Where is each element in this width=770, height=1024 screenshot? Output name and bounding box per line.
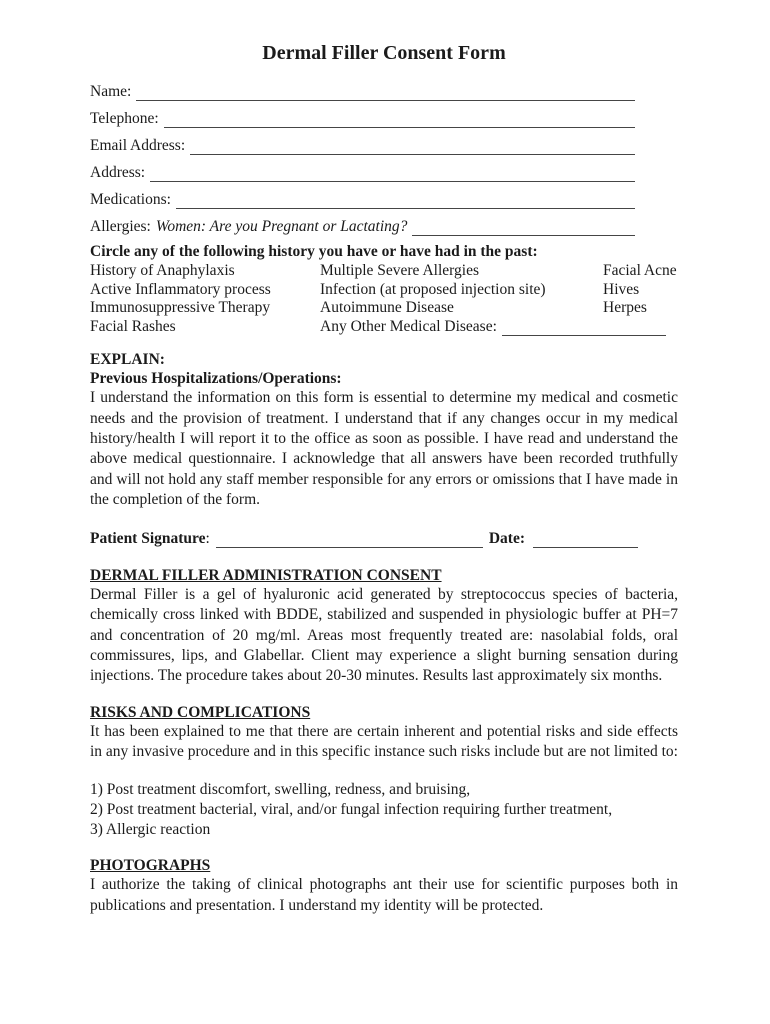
- risk-item-1: 1) Post treatment discomfort, swelling, redness, and bruising,: [90, 781, 471, 799]
- history-option[interactable]: Herpes: [603, 299, 647, 317]
- explain-heading: EXPLAIN:: [90, 351, 165, 369]
- name-label: Name:: [90, 83, 132, 100]
- history-option[interactable]: Multiple Severe Allergies: [320, 262, 479, 279]
- signature-row: [90, 522, 678, 548]
- address-line[interactable]: [150, 164, 635, 182]
- date-label: Date:: [488, 530, 525, 548]
- patient-signature-colon: :: [205, 530, 210, 548]
- history-heading: Circle any of the following history you have or have had in the past:: [90, 243, 538, 260]
- telephone-line[interactable]: [164, 110, 635, 128]
- field-row-telephone: [90, 101, 635, 128]
- administration-consent-body: Dermal Filler is a gel of hyaluronic acid generated by streptococcus species of bacteria, chemically cross linked with BDDE, stabilized and suspended in physiologic buffer at PH=7 and concentration of 20 mg/ml. Areas most frequently treated are: nasolabial folds, oral commissures, lips, and Glabellar. Client may experience a slight burning sensation during injections. The procedure takes about 20-30 minutes. Results last approximately six months.: [90, 586, 678, 685]
- name-line[interactable]: [136, 83, 635, 101]
- field-row-name: [90, 74, 635, 101]
- photographs-heading: PHOTOGRAPHS: [90, 857, 211, 875]
- address-label: Address:: [90, 164, 146, 181]
- administration-consent-section: [90, 566, 678, 686]
- history-option[interactable]: Hives: [603, 280, 640, 298]
- history-option[interactable]: Facial Acne: [603, 262, 677, 279]
- date-line[interactable]: [533, 531, 638, 548]
- photographs-section: [90, 856, 678, 916]
- photographs-body: I authorize the taking of clinical photographs ant their use for scientific purposes both in publications and presentation. I understand my identity will be protected.: [90, 876, 678, 914]
- medications-line[interactable]: [176, 191, 635, 209]
- risk-item-2: 2) Post treatment bacterial, viral, and/or fungal infection requiring further treatment,: [90, 801, 613, 819]
- administration-consent-heading: DERMAL FILLER ADMINISTRATION CONSENT: [90, 567, 442, 585]
- history-option[interactable]: Autoimmune Disease: [320, 299, 454, 317]
- explain-section: [90, 350, 678, 510]
- history-option[interactable]: Facial Rashes: [90, 317, 176, 335]
- field-row-address: [90, 155, 635, 182]
- risks-body: It has been explained to me that there are certain inherent and potential risks and side effects in any invasive procedure and in this specific instance such risks include but are not limited to:: [90, 722, 678, 760]
- previous-hospitalizations-heading: Previous Hospitalizations/Operations:: [90, 370, 342, 388]
- history-option[interactable]: Infection (at proposed injection site): [320, 280, 546, 298]
- allergies-label: Allergies:: [90, 218, 151, 235]
- history-options-grid: [90, 262, 678, 336]
- allergies-line[interactable]: [412, 218, 635, 236]
- email-label: Email Address:: [90, 137, 186, 154]
- explain-body: I understand the information on this form is essential to determine my medical and cosmetic needs and the provision of treatment. I understand that if any changes occur in my medical history/health I will report it to the office as soon as possible. I have read and understand the above medical questionnaire. I acknowledge that all answers have been recorded truthfully and will not hold any staff member responsible for any errors or omissions that I have made in the completion of the form.: [90, 389, 678, 508]
- risks-heading: RISKS AND COMPLICATIONS: [90, 703, 311, 721]
- other-medical-disease-row: [320, 318, 678, 337]
- other-medical-disease-label: Any Other Medical Disease:: [320, 317, 497, 335]
- history-option[interactable]: Immunosuppressive Therapy: [90, 299, 271, 317]
- page-title: Dermal Filler Consent Form: [262, 42, 506, 64]
- risks-list: [90, 780, 678, 840]
- history-option[interactable]: Active Inflammatory process: [90, 280, 271, 298]
- medications-label: Medications:: [90, 191, 171, 208]
- field-row-medications: [90, 182, 635, 209]
- other-medical-disease-line[interactable]: [502, 320, 666, 336]
- telephone-label: Telephone:: [90, 110, 159, 127]
- field-row-allergies: [90, 209, 635, 236]
- email-line[interactable]: [190, 137, 635, 155]
- risks-section: [90, 703, 678, 841]
- history-option[interactable]: History of Anaphylaxis: [90, 262, 235, 279]
- patient-signature-label: Patient Signature: [90, 530, 206, 548]
- field-row-email: [90, 128, 635, 155]
- pregnant-lactating-question: Women: Are you Pregnant or Lactating?: [155, 218, 408, 235]
- patient-signature-line[interactable]: [216, 531, 483, 548]
- risk-item-3: 3) Allergic reaction: [90, 821, 211, 839]
